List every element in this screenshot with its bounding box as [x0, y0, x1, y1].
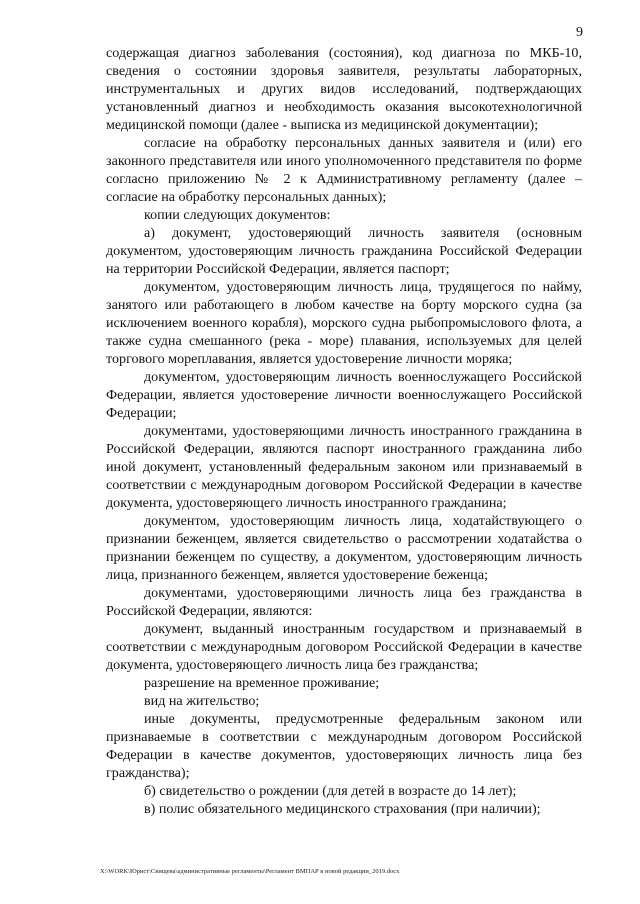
paragraph: вид на жительство; [144, 693, 260, 709]
paragraph: согласие на обработку персональных данных заявителя и (или) его законного представителя или иного уполномоченного представителя по форме согласно приложению № 2 к Административному регламенту (далее – согласие на обработку персональных данных); [106, 135, 582, 205]
paragraph: документом, удостоверяющим личность лица, трудящегося по найму, занятого или работающего в любом качестве на борту морского судна (за исключением военного корабля), морского судна рыбопромыслового флота, а также судна смешанного (река - море) плавания, используемых для целей торгового мореплавания, является удостоверение личности моряка; [106, 279, 582, 367]
paragraph: документ, выданный иностранным государством и признаваемый в соответствии с международным договором Российской Федерации в качестве документа, удостоверяющего личность лица без гражданства; [106, 621, 582, 673]
paragraph: документом, удостоверяющим личность военнослужащего Российской Федерации, является удостоверение личности военнослужащего Российской Федерации; [106, 369, 582, 421]
document-body [106, 44, 582, 818]
paragraph: документом, удостоверяющим личность лица, ходатайствующего о признании беженцем, является свидетельство о рассмотрении ходатайства о признании беженцем по существу, а документом, удостоверяющим личность лица, признанного беженцем, является удостоверение беженца; [106, 513, 582, 583]
paragraph: б) свидетельство о рождении (для детей в возрасте до 14 лет); [144, 783, 517, 799]
paragraph: разрешение на временное проживание; [144, 675, 380, 691]
paragraph: в) полис обязательного медицинского страхования (при наличии); [144, 801, 541, 817]
paragraph: содержащая диагноз заболевания (состояния), код диагноза по МКБ-10, сведения о состоянии здоровья заявителя, результаты лабораторных, инструментальных и других видов исследований, подтверждающих установленный диагноз и необходимость оказания высокотехнологичной медицинской помощи (далее - выписка из медицинской документации); [106, 45, 582, 133]
paragraph: иные документы, предусмотренные федеральным законом или признаваемые в соответствии с международным договором Российской Федерации в качестве документов, удостоверяющих личность лица без гражданства); [106, 711, 582, 781]
paragraph: а) документ, удостоверяющий личность заявителя (основным документом, удостоверяющим личность гражданина Российской Федерации на территории Российской Федерации, является паспорт; [106, 225, 582, 277]
paragraph: документами, удостоверяющими личность иностранного гражданина в Российской Федерации, являются паспорт иностранного гражданина либо иной документ, установленный федеральным законом или признаваемый в соответствии с международным договором Российской Федерации в качестве документа, удостоверяющего личность иностранного гражданина; [106, 423, 582, 511]
page-number: 9 [576, 25, 583, 40]
paragraph: копии следующих документов: [144, 207, 331, 223]
paragraph: документами, удостоверяющими личность лица без гражданства в Российской Федерации, являются: [106, 585, 582, 619]
footer-file-path: X:\WORK\Юрист\Свищева\административные регламенты\Регламент ВМПАР в новой редакции_2019.docx [100, 868, 400, 875]
